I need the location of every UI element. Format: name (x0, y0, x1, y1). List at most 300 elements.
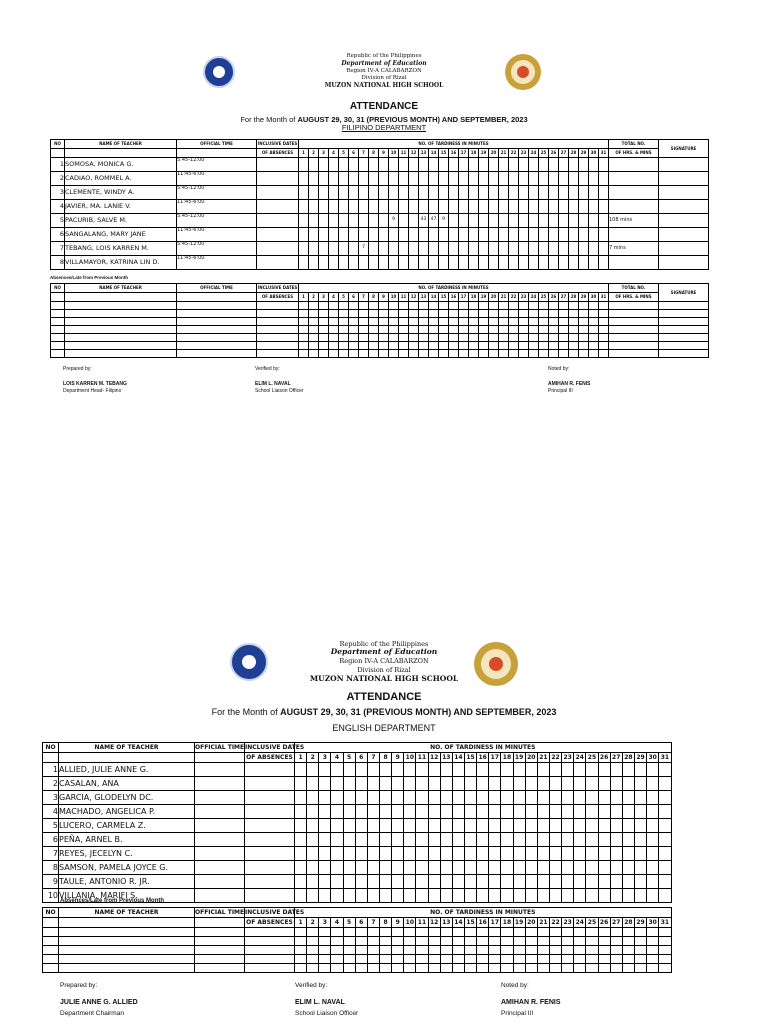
tardiness-cell (404, 889, 416, 903)
teacher-name: VILLAMAYOR, KATRINA LIN D. (65, 256, 177, 270)
tardiness-cell (549, 847, 561, 861)
tardiness-cell (599, 186, 609, 200)
tardiness-cell (307, 777, 319, 791)
tardiness-cell (589, 242, 599, 256)
tardiness-cell (586, 955, 598, 964)
tardiness-cell (489, 256, 499, 270)
day-header: 30 (648, 753, 657, 761)
tardiness-cell (537, 937, 549, 946)
tardiness-cell (501, 791, 513, 805)
tardiness-cell (501, 937, 513, 946)
tardiness-cell (574, 833, 586, 847)
tardiness-cell (539, 214, 549, 228)
tardiness-cell (499, 172, 509, 186)
day-header: 16 (478, 753, 487, 761)
tardiness-cell (319, 777, 331, 791)
tardiness-cell (409, 334, 419, 342)
tardiness-cell (359, 172, 369, 186)
tardiness-cell (569, 310, 579, 318)
tardiness-cell (519, 342, 529, 350)
tardiness-cell (562, 889, 574, 903)
tardiness-cell (359, 200, 369, 214)
tardiness-cell (379, 242, 389, 256)
tardiness-cell (622, 937, 634, 946)
tardiness-cell (499, 214, 509, 228)
tardiness-cell (559, 214, 569, 228)
tardiness-cell (634, 763, 646, 777)
tardiness-cell (389, 158, 399, 172)
tardiness-cell (559, 172, 569, 186)
tardiness-cell (309, 326, 319, 334)
tardiness-cell (359, 214, 369, 228)
tardiness-cell (309, 302, 319, 310)
tardiness-cell (501, 955, 513, 964)
tardiness-cell (489, 334, 499, 342)
tardiness-cell (428, 805, 440, 819)
tardiness-cell (549, 791, 561, 805)
tardiness-cell (452, 847, 464, 861)
teacher-row (51, 200, 709, 214)
tardiness-cell (331, 875, 343, 889)
tardiness-cell (501, 964, 513, 973)
day-header: 6 (355, 753, 367, 763)
tardiness-cell (429, 242, 439, 256)
day-header: 8 (369, 149, 379, 158)
tardiness-cell (319, 326, 329, 334)
tardiness-cell (599, 334, 609, 342)
tardiness-cell (525, 791, 537, 805)
tardiness-cell (404, 819, 416, 833)
tardiness-cell (479, 350, 489, 358)
tardiness-cell (419, 302, 429, 310)
tardiness-cell (331, 937, 343, 946)
tardiness-cell (367, 847, 379, 861)
day-header: 15 (466, 753, 475, 761)
tardiness-cell (610, 889, 622, 903)
tardiness-cell (319, 875, 331, 889)
tardiness-cell (309, 186, 319, 200)
table-header-row (51, 293, 709, 302)
tardiness-cell (379, 955, 391, 964)
tardiness-cell (622, 847, 634, 861)
department-title: FILIPINO DEPARTMENT (341, 123, 427, 132)
tardiness-cell (349, 256, 359, 270)
tardiness-cell (529, 342, 539, 350)
day-header: 25 (587, 753, 597, 761)
tardiness-cell (574, 946, 586, 955)
col-absences-header: OF ABSENCES (257, 293, 299, 302)
teacher-name: VILLANIA, MARIFI S. (59, 889, 195, 903)
tardiness-cell (392, 946, 404, 955)
page-title: ATTENDANCE (349, 101, 419, 112)
col-name-sub (65, 293, 177, 302)
tardiness-cell (499, 302, 509, 310)
tardiness-cell (598, 889, 610, 903)
col-tardiness-header: NO. OF TARDINESS IN MINUTES (299, 284, 609, 293)
tardiness-cell (537, 777, 549, 791)
tardiness-cell (489, 819, 501, 833)
day-header: 3 (319, 753, 331, 763)
tardiness-cell (537, 889, 549, 903)
teacher-row (43, 763, 672, 777)
teacher-row (51, 158, 709, 172)
month-prefix: For the Month of (240, 115, 298, 124)
tardiness-cell (513, 889, 525, 903)
tardiness-cell (569, 334, 579, 342)
tardiness-cell (634, 777, 646, 791)
tardiness-cell (299, 228, 309, 242)
teacher-no: 2 (51, 172, 65, 186)
teacher-no (51, 334, 65, 342)
day-header: 9 (392, 753, 404, 763)
tardiness-cell (404, 861, 416, 875)
tardiness-cell (307, 875, 319, 889)
teacher-name (65, 334, 177, 342)
tardiness-cell (537, 805, 549, 819)
day-header: 14 (429, 149, 439, 158)
header-department: Department of Education (341, 60, 427, 67)
tardiness-cell (586, 777, 598, 791)
tardiness-cell (509, 228, 519, 242)
tardiness-cell (525, 819, 537, 833)
teacher-name: JAVIER, MA. LANIE V. (65, 200, 177, 214)
tardiness-cell (610, 861, 622, 875)
header-school: MUZON NATIONAL HIGH SCHOOL (309, 674, 459, 683)
tardiness-cell (429, 334, 439, 342)
tardiness-cell (307, 937, 319, 946)
teacher-row (51, 228, 709, 242)
attendance-table (42, 742, 672, 903)
tardiness-cell (537, 791, 549, 805)
tardiness-cell (559, 228, 569, 242)
noted-role: Principal III (501, 1010, 534, 1017)
tardiness-cell (331, 791, 343, 805)
tardiness-cell (598, 955, 610, 964)
day-header: 29 (579, 149, 589, 158)
tardiness-cell (579, 310, 589, 318)
tardiness-cell (634, 928, 646, 937)
tardiness-cell (489, 342, 499, 350)
tardiness-cell (379, 302, 389, 310)
day-header: 10 (389, 293, 399, 302)
tardiness-cell (539, 310, 549, 318)
tardiness-cell (622, 819, 634, 833)
tardiness-cell (622, 791, 634, 805)
tardiness-cell (539, 326, 549, 334)
tardiness-cell (549, 777, 561, 791)
tardiness-cell (299, 242, 309, 256)
tardiness-cell (562, 819, 574, 833)
tardiness-cell (331, 819, 343, 833)
teacher-name: TEBANG, LOIS KARREN M. (65, 242, 177, 256)
tardiness-cell (349, 158, 359, 172)
tardiness-cell (355, 955, 367, 964)
table-row (51, 318, 709, 326)
tardiness-cell (389, 326, 399, 334)
tardiness-cell (329, 256, 339, 270)
tardiness-cell (389, 350, 399, 358)
noted-name: AMIHAN R. FENIS (548, 381, 591, 387)
tardiness-cell (449, 334, 459, 342)
tardiness-cell (598, 777, 610, 791)
tardiness-cell (634, 875, 646, 889)
day-header: 11 (399, 293, 409, 302)
tardiness-cell (574, 805, 586, 819)
tardiness-cell (529, 334, 539, 342)
teacher-name: LUCERO, CARMELA Z. (59, 819, 195, 833)
day-header: 23 (519, 149, 529, 158)
tardiness-cell (439, 342, 449, 350)
tardiness-cell (579, 342, 589, 350)
tardiness-cell (343, 833, 355, 847)
tardiness-cell (416, 819, 428, 833)
tardiness-cell (369, 186, 379, 200)
tardiness-cell (399, 228, 409, 242)
day-header: 11 (417, 918, 427, 926)
day-header: 25 (539, 293, 549, 302)
tardiness-cell (513, 819, 525, 833)
signature-cell (659, 256, 709, 270)
absences-cell (245, 847, 295, 861)
absences-cell (245, 833, 295, 847)
tardiness-cell (501, 777, 513, 791)
tardiness-cell (598, 847, 610, 861)
tardiness-cell (529, 350, 539, 358)
tardiness-cell (409, 172, 419, 186)
tardiness-cell (489, 318, 499, 326)
tardiness-cell (452, 955, 464, 964)
tardiness-cell (659, 805, 671, 819)
official-time (195, 928, 245, 937)
tardiness-cell (399, 200, 409, 214)
tardiness-cell (569, 350, 579, 358)
tardiness-cell (439, 326, 449, 334)
tardiness-cell (586, 875, 598, 889)
tardiness-cell (440, 955, 452, 964)
tardiness-cell (429, 310, 439, 318)
day-header: 3 (319, 918, 331, 928)
signature-cell (659, 214, 709, 228)
tardiness-cell (501, 946, 513, 955)
tardiness-cell (329, 310, 339, 318)
tardiness-cell (479, 302, 489, 310)
tardiness-cell (579, 302, 589, 310)
tardiness-cell (367, 875, 379, 889)
tardiness-cell (416, 955, 428, 964)
tardiness-cell (549, 334, 559, 342)
tardiness-cell (452, 791, 464, 805)
day-header: 18 (469, 149, 479, 158)
day-header: 7 (367, 753, 379, 763)
tardiness-cell (309, 214, 319, 228)
tardiness-cell (452, 928, 464, 937)
tardiness-cell (349, 200, 359, 214)
tardiness-cell (339, 318, 349, 326)
day-header: 15 (466, 918, 475, 926)
tardiness-cell (319, 861, 331, 875)
tardiness-cell (509, 186, 519, 200)
tardiness-cell (589, 334, 599, 342)
tardiness-cell (389, 242, 399, 256)
tardiness-cell (489, 833, 501, 847)
day-header: 18 (469, 293, 479, 302)
tardiness-cell (499, 158, 509, 172)
total-cell (609, 158, 659, 172)
col-total-header: TOTAL NO. (609, 284, 659, 293)
tardiness-cell (559, 302, 569, 310)
tardiness-cell (416, 791, 428, 805)
tardiness-cell (416, 777, 428, 791)
col-no-sub (51, 293, 65, 302)
tardiness-cell (331, 946, 343, 955)
col-inclusive-dates-header: INCLUSIVE DATES (245, 908, 305, 916)
table-row (43, 946, 672, 955)
tardiness-cell (549, 819, 561, 833)
tardiness-cell (659, 955, 671, 964)
tardiness-cell (562, 847, 574, 861)
tardiness-cell (579, 350, 589, 358)
tardiness-cell (343, 937, 355, 946)
tardiness-cell (404, 955, 416, 964)
tardiness-cell (513, 805, 525, 819)
teacher-row (43, 861, 672, 875)
tardiness-cell (598, 833, 610, 847)
tardiness-cell (489, 805, 501, 819)
tardiness-cell (499, 228, 509, 242)
tardiness-cell (489, 310, 499, 318)
tardiness-cell (537, 875, 549, 889)
tardiness-cell (419, 326, 429, 334)
tardiness-cell (409, 228, 419, 242)
tardiness-cell (389, 172, 399, 186)
tardiness-cell (509, 214, 519, 228)
signature-cell (659, 326, 709, 334)
absences-cell (245, 964, 295, 973)
tardiness-cell (509, 158, 519, 172)
tardiness-cell (549, 214, 559, 228)
tardiness-cell (549, 326, 559, 334)
tardiness-cell (343, 861, 355, 875)
tardiness-cell (295, 805, 307, 819)
tardiness-cell (469, 214, 479, 228)
tardiness-cell (599, 326, 609, 334)
tardiness-cell (449, 200, 459, 214)
tardiness-cell (439, 186, 449, 200)
tardiness-cell (439, 200, 449, 214)
tardiness-cell (562, 937, 574, 946)
day-header: 16 (478, 918, 487, 926)
tardiness-cell (449, 326, 459, 334)
total-cell (609, 256, 659, 270)
signature-cell (659, 334, 709, 342)
tardiness-cell (419, 228, 429, 242)
tardiness-cell (319, 342, 329, 350)
tardiness-cell (349, 334, 359, 342)
tardiness-cell (634, 946, 646, 955)
tardiness-cell (499, 186, 509, 200)
tardiness-cell (355, 777, 367, 791)
prepared-label: Prepared by: (60, 982, 98, 989)
tardiness-cell (307, 946, 319, 955)
tardiness-cell (459, 256, 469, 270)
tardiness-cell (464, 955, 476, 964)
tardiness-cell (477, 847, 489, 861)
tardiness-cell (439, 158, 449, 172)
tardiness-cell (589, 186, 599, 200)
tardiness-cell (343, 763, 355, 777)
tardiness-cell (392, 777, 404, 791)
col-name-header: NAME OF TEACHER (59, 743, 195, 753)
tardiness-cell (299, 334, 309, 342)
tardiness-cell (559, 310, 569, 318)
teacher-no (51, 342, 65, 350)
tardiness-cell (589, 228, 599, 242)
tardiness-cell (416, 763, 428, 777)
tardiness-cell (399, 214, 409, 228)
tardiness-cell (319, 158, 329, 172)
teacher-row (43, 875, 672, 889)
day-header: 1 (295, 753, 307, 763)
day-header: 14 (429, 293, 439, 302)
tardiness-cell (549, 805, 561, 819)
tardiness-cell (309, 310, 319, 318)
tardiness-cell (579, 200, 589, 214)
table-header-row (51, 140, 709, 149)
absences-cell (257, 342, 299, 350)
tardiness-cell (399, 350, 409, 358)
tardiness-cell (501, 875, 513, 889)
tardiness-cell (307, 928, 319, 937)
tardiness-cell (309, 350, 319, 358)
day-header: 23 (563, 753, 572, 761)
tardiness-cell (549, 964, 561, 973)
tardiness-cell (647, 763, 659, 777)
tardiness-cell (634, 791, 646, 805)
tardiness-cell (299, 158, 309, 172)
tardiness-cell (477, 763, 489, 777)
tardiness-cell (331, 861, 343, 875)
tardiness-cell (440, 946, 452, 955)
tardiness-cell (428, 955, 440, 964)
tardiness-cell (574, 777, 586, 791)
tardiness-cell (569, 172, 579, 186)
tardiness-cell (499, 200, 509, 214)
tardiness-cell (659, 889, 671, 903)
tardiness-cell (610, 875, 622, 889)
tardiness-cell (469, 186, 479, 200)
day-header: 24 (529, 293, 539, 302)
tardiness-cell (622, 763, 634, 777)
tardiness-cell (598, 937, 610, 946)
day-header: 28 (569, 149, 579, 158)
tardiness-cell (449, 172, 459, 186)
tardiness-cell (428, 964, 440, 973)
teacher-name (65, 310, 177, 318)
teacher-row (51, 214, 709, 228)
tardiness-cell (389, 342, 399, 350)
tardiness-cell (399, 242, 409, 256)
tardiness-cell (319, 791, 331, 805)
tardiness-cell (525, 964, 537, 973)
tardiness-cell (369, 158, 379, 172)
tardiness-cell (319, 186, 329, 200)
tardiness-cell (369, 318, 379, 326)
tardiness-cell (367, 964, 379, 973)
tardiness-cell (499, 342, 509, 350)
tardiness-cell (539, 342, 549, 350)
tardiness-cell (409, 256, 419, 270)
tardiness-cell (295, 819, 307, 833)
